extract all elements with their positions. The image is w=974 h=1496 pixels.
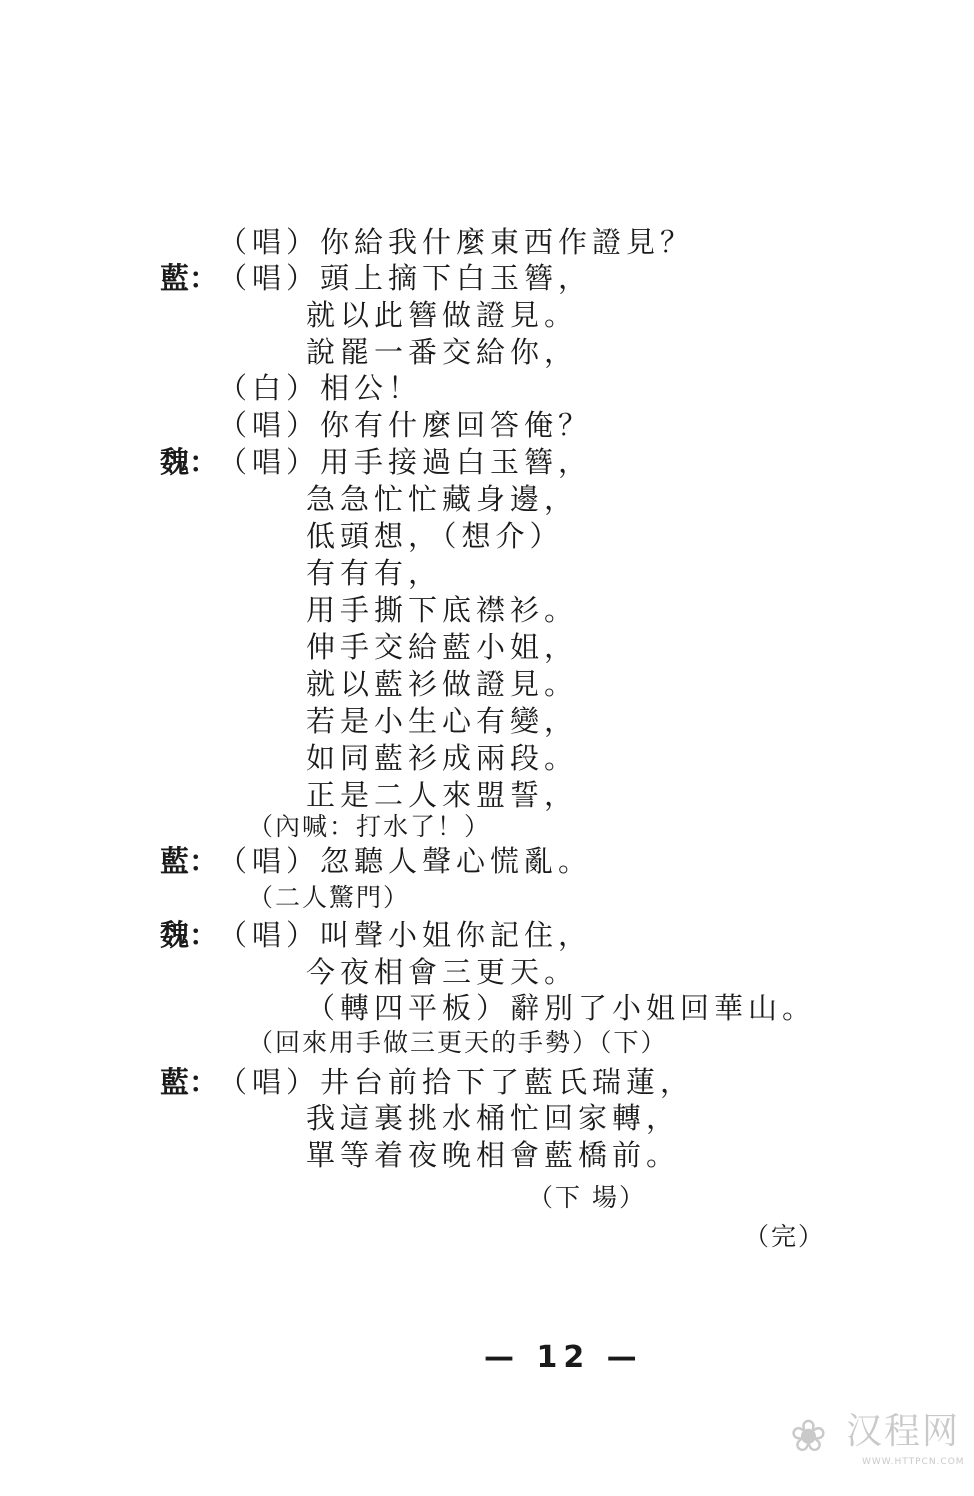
end-mark: （完） [744,1222,826,1251]
script-line: 用手撕下底襟衫。 [306,593,579,627]
speaker-label: 魏： [160,445,219,479]
watermark-url: WWW.HTTPCN.COM [862,1457,965,1467]
script-line: （唱）叫聲小姐你記住， [218,918,593,952]
script-line: 就以藍衫做證見。 [306,667,579,701]
stage-direction: （回來用手做三更天的手勢）（下） [248,1028,668,1057]
speaker-label: 藍： [160,844,219,878]
script-line: 正是二人來盟誓， [306,778,579,812]
watermark-logo-icon: ❀ [790,1411,827,1462]
script-line: （轉四平板）辭別了小姐回華山。 [306,991,817,1025]
script-line: （唱）用手接過白玉簪， [218,445,593,479]
script-line: （白）相公！ [218,371,423,405]
script-line: 單等着夜晚相會藍橋前。 [306,1138,681,1172]
speaker-label: 藍： [160,261,219,295]
script-line: （唱）忽聽人聲心慌亂。 [218,844,593,878]
speaker-label: 魏： [160,918,219,952]
script-line: 低頭想，（想介） [306,519,564,553]
script-line: （唱）你給我什麼東西作證見？ [218,225,695,259]
page-number: — 12 — [484,1340,643,1375]
script-line: （唱）井台前拾下了藍氏瑞蓮， [218,1065,695,1099]
script-line: 今夜相會三更天。 [306,955,579,989]
script-line: 若是小生心有變， [306,704,579,738]
script-line: 就以此簪做證見。 [306,298,579,332]
stage-direction: （內喊：打水了！） [248,812,492,841]
watermark-text: 汉程网 [846,1411,961,1452]
script-line: 伸手交給藍小姐， [306,630,579,664]
watermark [790,1408,965,1478]
script-line: （唱）頭上摘下白玉簪， [218,261,593,295]
script-line: 有有有， [306,556,443,590]
stage-direction: （二人驚門） [248,883,411,912]
script-line: 說罷一番交給你， [306,335,579,369]
script-line: （唱）你有什麼回答俺？ [218,408,593,442]
script-line: 如同藍衫成兩段。 [306,741,579,775]
script-line: 我這裏挑水桶忙回家轉， [306,1101,681,1135]
speaker-label: 藍： [160,1065,219,1099]
script-line: 急急忙忙藏身邊， [306,482,579,516]
exit-direction: （下 場） [528,1183,646,1212]
